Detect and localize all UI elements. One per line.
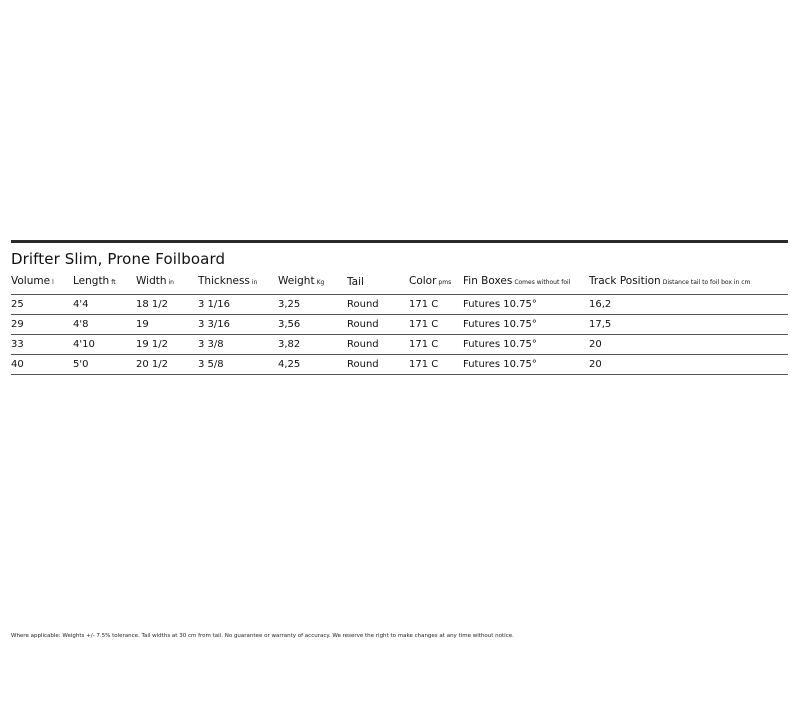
cell-volume: 25 bbox=[11, 295, 73, 315]
cell-fin-boxes: Futures 10.75° bbox=[463, 355, 589, 375]
cell-fin-boxes: Futures 10.75° bbox=[463, 295, 589, 315]
cell-volume: 40 bbox=[11, 355, 73, 375]
table-row bbox=[11, 295, 788, 315]
cell-length: 4'8 bbox=[73, 315, 136, 335]
cell-width: 20 1/2 bbox=[136, 355, 198, 375]
spec-table-section bbox=[11, 240, 788, 375]
table-row bbox=[11, 315, 788, 335]
table-row bbox=[11, 335, 788, 355]
table-row bbox=[11, 355, 788, 375]
spec-table bbox=[11, 272, 788, 375]
column-header-volume: Volume l bbox=[11, 272, 73, 295]
top-rule bbox=[11, 240, 788, 243]
cell-fin-boxes: Futures 10.75° bbox=[463, 315, 589, 335]
cell-track-position: 16,2 bbox=[589, 295, 788, 315]
cell-weight: 3,82 bbox=[278, 335, 347, 355]
cell-length: 5'0 bbox=[73, 355, 136, 375]
column-header-color: Color pms bbox=[409, 272, 463, 295]
cell-thickness: 3 3/16 bbox=[198, 315, 278, 335]
cell-color: 171 C bbox=[409, 295, 463, 315]
cell-color: 171 C bbox=[409, 355, 463, 375]
cell-tail: Round bbox=[347, 335, 409, 355]
column-header-length: Length ft bbox=[73, 272, 136, 295]
cell-fin-boxes: Futures 10.75° bbox=[463, 335, 589, 355]
cell-track-position: 17,5 bbox=[589, 315, 788, 335]
cell-thickness: 3 1/16 bbox=[198, 295, 278, 315]
cell-thickness: 3 5/8 bbox=[198, 355, 278, 375]
cell-width: 19 1/2 bbox=[136, 335, 198, 355]
table-title: Drifter Slim, Prone Foilboard bbox=[11, 250, 226, 268]
cell-thickness: 3 3/8 bbox=[198, 335, 278, 355]
cell-weight: 3,56 bbox=[278, 315, 347, 335]
cell-tail: Round bbox=[347, 315, 409, 335]
column-header-width: Width in bbox=[136, 272, 198, 295]
cell-length: 4'10 bbox=[73, 335, 136, 355]
cell-tail: Round bbox=[347, 355, 409, 375]
cell-weight: 4,25 bbox=[278, 355, 347, 375]
cell-volume: 33 bbox=[11, 335, 73, 355]
column-header-thickness: Thickness in bbox=[198, 272, 278, 295]
column-header-track-position: Track Position Distance tail to foil box in cm bbox=[589, 272, 788, 295]
header-row bbox=[11, 272, 788, 295]
cell-volume: 29 bbox=[11, 315, 73, 335]
cell-weight: 3,25 bbox=[278, 295, 347, 315]
cell-track-position: 20 bbox=[589, 335, 788, 355]
cell-color: 171 C bbox=[409, 315, 463, 335]
cell-width: 18 1/2 bbox=[136, 295, 198, 315]
column-header-fin-boxes: Fin Boxes Comes without foil bbox=[463, 272, 589, 295]
cell-length: 4'4 bbox=[73, 295, 136, 315]
disclaimer-footnote: Where applicable: Weights +/- 7.5% tolerance. Tail widths at 30 cm from tail. No guarantee or warranty of accuracy. We reserve the right to make changes at any time without notice. bbox=[11, 633, 514, 639]
column-header-tail: Tail bbox=[347, 272, 409, 295]
cell-color: 171 C bbox=[409, 335, 463, 355]
cell-track-position: 20 bbox=[589, 355, 788, 375]
cell-tail: Round bbox=[347, 295, 409, 315]
cell-width: 19 bbox=[136, 315, 198, 335]
column-header-weight: Weight Kg bbox=[278, 272, 347, 295]
